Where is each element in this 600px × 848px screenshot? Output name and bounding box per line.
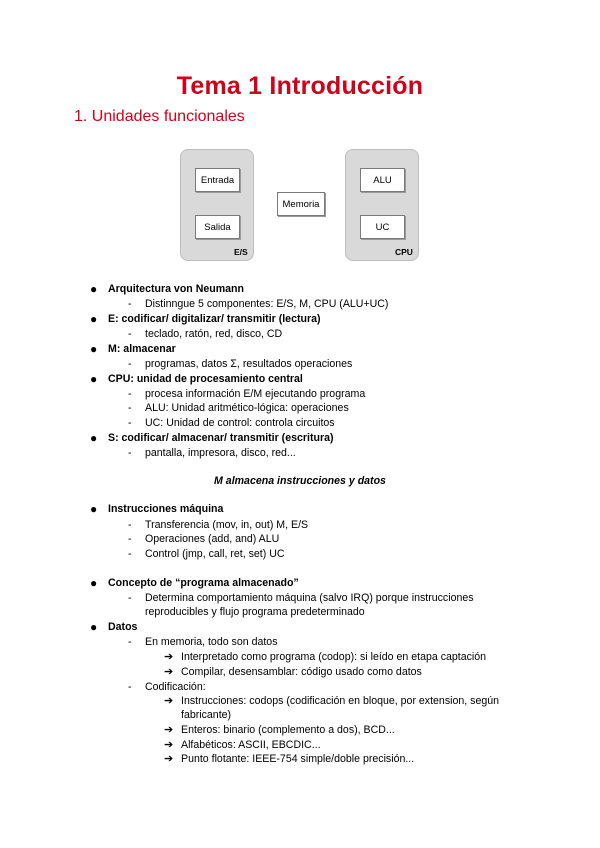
- list-subitem: Distinngue 5 componentes: E/S, M, CPU (ALU+UC): [145, 298, 389, 310]
- dash-icon: -: [128, 417, 132, 429]
- dash-icon: -: [128, 402, 132, 414]
- arrow-right-icon: ➔: [164, 695, 174, 707]
- bullet-icon: ●: [90, 576, 98, 590]
- list-item: Instrucciones máquina: [108, 503, 224, 515]
- dash-icon: -: [128, 447, 132, 459]
- dash-icon: -: [128, 298, 132, 310]
- list-subsubitem: Punto flotante: IEEE-754 simple/doble precisión...: [181, 753, 415, 765]
- list-subsubitem: Enteros: binario (complemento a dos), BCD...: [181, 724, 395, 736]
- list-item: E: codificar/ digitalizar/ transmitir (lectura): [108, 313, 321, 325]
- arrow-right-icon: ➔: [164, 724, 174, 736]
- arrow-right-icon: ➔: [164, 651, 174, 663]
- list-subitem: Determina comportamiento máquina (salvo IRQ) porque instrucciones: [145, 592, 474, 604]
- list-item: Concepto de “programa almacenado”: [108, 577, 299, 589]
- list-subsubitem: Instrucciones: codops (codificación en bloque, por extension, según: [181, 695, 500, 707]
- bullet-icon: ●: [90, 312, 98, 326]
- list-subitem: programas, datos Σ, resultados operaciones: [145, 358, 353, 370]
- section-heading: 1. Unidades funcionales: [74, 108, 245, 125]
- arrow-right-icon: ➔: [164, 739, 174, 751]
- list-subitem: procesa información E/M ejecutando programa: [145, 388, 366, 400]
- list-subitem: Operaciones (add, and) ALU: [145, 533, 280, 545]
- list-item: Datos: [108, 621, 138, 633]
- list-subitem: pantalla, impresora, disco, red...: [145, 447, 296, 459]
- list-subsubitem: Alfabéticos: ASCII, EBCDIC...: [181, 739, 321, 751]
- dash-icon: -: [128, 388, 132, 400]
- bullet-icon: ●: [90, 282, 98, 296]
- uc-box: UC: [360, 215, 405, 239]
- dash-icon: -: [128, 328, 132, 340]
- list-item: Arquitectura von Neumann: [108, 283, 244, 295]
- arrow-right-icon: ➔: [164, 666, 174, 678]
- dash-icon: -: [128, 636, 132, 648]
- list-subitem-continuation: reproducibles y flujo programa predeterminado: [145, 606, 365, 618]
- list-subitem: UC: Unidad de control: controla circuitos: [145, 417, 335, 429]
- list-subitem: Codificación:: [145, 681, 206, 693]
- list-subitem: Transferencia (mov, in, out) M, E/S: [145, 519, 309, 531]
- bullet-icon: ●: [90, 620, 98, 634]
- bullet-icon: ●: [90, 431, 98, 445]
- page-title: Tema 1 Introducción: [176, 72, 424, 100]
- list-subitem: Control (jmp, call, ret, set) UC: [145, 548, 285, 560]
- dash-icon: -: [128, 548, 132, 560]
- bullet-icon: ●: [90, 342, 98, 356]
- list-subitem: teclado, ratón, red, disco, CD: [145, 328, 283, 340]
- bullet-icon: ●: [90, 502, 98, 516]
- entrada-box: Entrada: [195, 168, 240, 192]
- dash-icon: -: [128, 681, 132, 693]
- list-item: CPU: unidad de procesamiento central: [108, 373, 303, 385]
- list-subsubitem: Compilar, desensamblar: código usado como datos: [181, 666, 422, 678]
- bullet-icon: ●: [90, 372, 98, 386]
- list-item: M: almacenar: [108, 343, 176, 355]
- salida-box: Salida: [195, 215, 240, 239]
- memoria-box: Memoria: [277, 192, 325, 216]
- list-subsubitem: Interpretado como programa (codop): si leído en etapa captación: [181, 651, 487, 663]
- list-item: S: codificar/ almacenar/ transmitir (escritura): [108, 432, 334, 444]
- list-subitem: En memoria, todo son datos: [145, 636, 278, 648]
- dash-icon: -: [128, 592, 132, 604]
- es-label: E/S: [234, 247, 248, 257]
- alu-box: ALU: [360, 168, 405, 192]
- arrow-right-icon: ➔: [164, 753, 174, 765]
- es-panel: [180, 149, 254, 261]
- dash-icon: -: [128, 519, 132, 531]
- list-subitem: ALU: Unidad aritmético-lógica: operaciones: [145, 402, 349, 414]
- list-subsubitem-continuation: fabricante): [181, 709, 232, 721]
- center-note: M almacena instrucciones y datos: [214, 475, 386, 487]
- cpu-label: CPU: [395, 247, 413, 257]
- cpu-panel: [345, 149, 419, 261]
- dash-icon: -: [128, 533, 132, 545]
- dash-icon: -: [128, 358, 132, 370]
